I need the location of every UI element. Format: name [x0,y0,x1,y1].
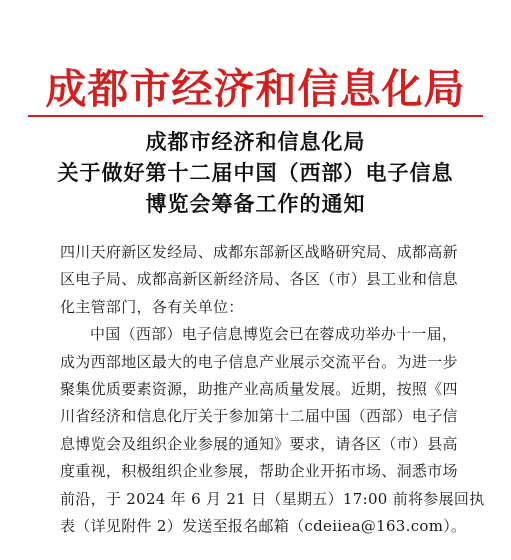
body-line: 聚集优质要素资源，助推产业高质量发展。近期，按照《四 [60,379,458,398]
body-line: 川省经济和信息化厅关于参加第十二届中国（西部）电子信 [60,407,458,426]
body-line: 度重视，积极组织企业参展，帮助企业开拓市场、洞悉市场 [60,462,458,481]
body-line: 化主管部门，各有关单位： [60,297,244,316]
notice-body [60,239,485,540]
red-divider-line [28,115,483,117]
notice-title-line-1: 成都市经济和信息化局 [145,129,366,154]
body-line: 四川天府新区发经局、成都东部新区战略研究局、成都高新 [60,243,458,261]
body-line: 息博览会及组织企业参展的通知》要求，请各区（市）县高 [60,434,458,453]
body-line: 成为西部地区最大的电子信息产业展示交流平台。为进一步 [60,352,458,371]
notice-title-line-2: 关于做好第十二届中国（西部）电子信息 [57,160,454,185]
notice-title-line-3: 博览会筹备工作的通知 [145,191,366,216]
body-line: 表（详见附件 2）发送至报名邮箱（cdeiiea@163.com）。 [60,516,467,535]
body-line: 区电子局、成都高新区新经济局、各区（市）县工业和信息 [60,270,458,289]
body-line: 中国（西部）电子信息博览会已在蓉成功举办十一届， [90,325,458,344]
body-line: 前沿，于 2024 年 6 月 21 日（星期五）17:00 前将参展回执 [60,489,485,508]
letterhead-title: 成都市经济和信息化局 [45,65,466,113]
